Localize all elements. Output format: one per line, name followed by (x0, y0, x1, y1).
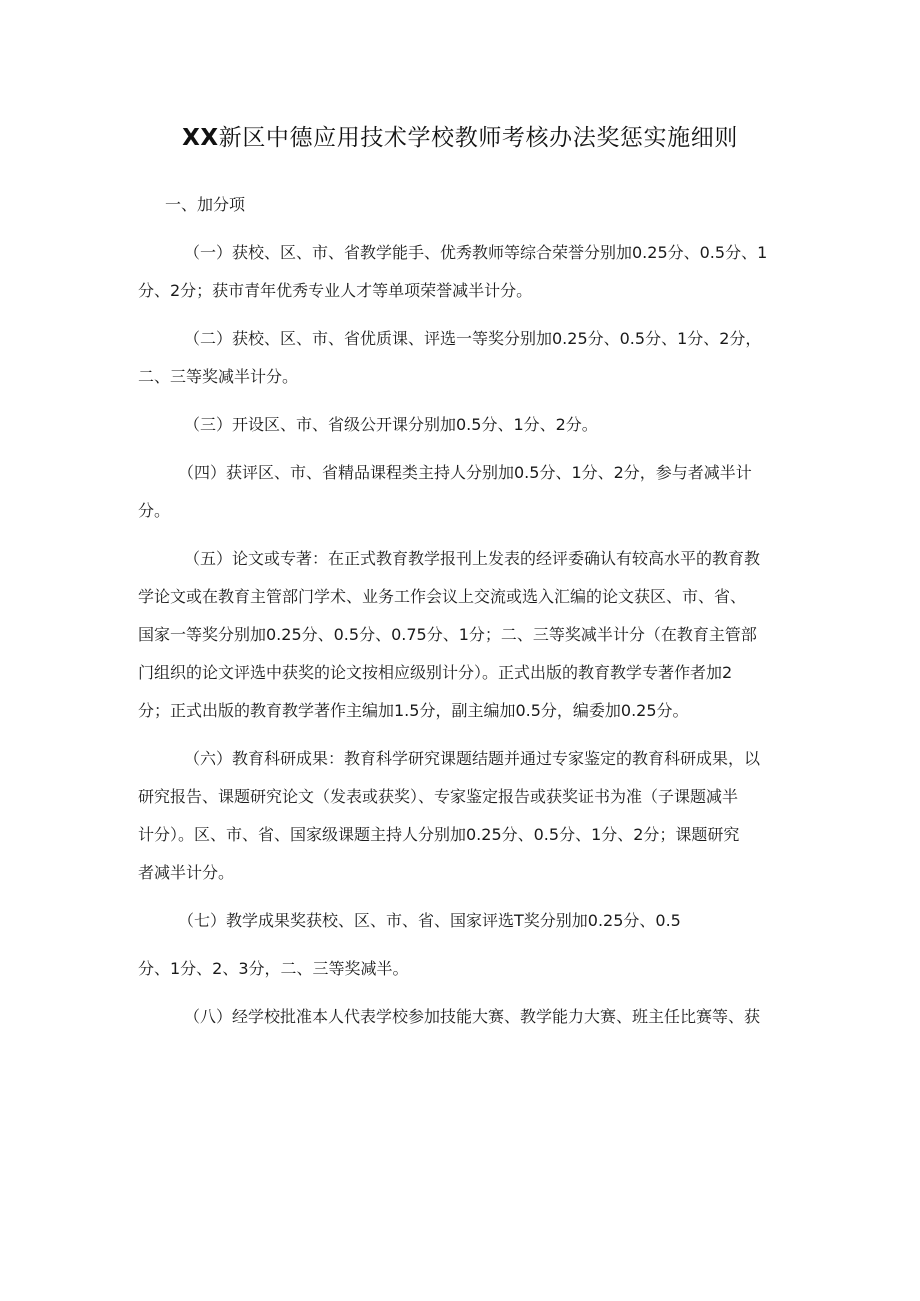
document-title (0, 121, 920, 155)
paragraph-line: （五）论文或专著：在正式教育教学报刊上发表的经评委确认有较高水平的教育教 (184, 549, 761, 568)
paragraph-line: 分、2分；获市青年优秀专业人才等单项荣誉减半计分。 (138, 281, 533, 300)
title-text: 新区中德应用技术学校教师考核办法奖惩实施细则 (218, 125, 738, 151)
paragraph-line: 者减半计分。 (138, 863, 235, 882)
document-body (138, 186, 790, 1036)
paragraph-line: （八）经学校批准本人代表学校参加技能大赛、教学能力大赛、班主任比赛等、获 (184, 1007, 761, 1026)
paragraph-line: （二）获校、区、市、省优质课、评选一等奖分别加0.25分、0.5分、1分、2分， (184, 329, 762, 348)
paragraph-line: 计分）。区、市、省、国家级课题主持人分别加0.25分、0.5分、1分、2分；课题研究 (138, 825, 740, 844)
section-heading: 一、加分项 (165, 195, 246, 214)
paragraph-line: 分、1分、2、3分，二、三等奖减半。 (138, 959, 409, 978)
paragraph-line: （三）开设区、市、省级公开课分别加0.5分、1分、2分。 (184, 415, 598, 434)
paragraph-line: 门组织的论文评选中获奖的论文按相应级别计分）。正式出版的教育教学专著作者加2 (138, 663, 733, 682)
paragraph-line: （四）获评区、市、省精品课程类主持人分别加0.5分、1分、2分，参与者减半计 (178, 463, 752, 482)
paragraph-line: （一）获校、区、市、省教学能手、优秀教师等综合荣誉分别加0.25分、0.5分、1 (184, 243, 768, 262)
paragraph-line: （七）教学成果奖获校、区、市、省、国家评选T奖分别加0.25分、0.5 (178, 911, 681, 930)
paragraph-line: 分；正式出版的教育教学著作主编加1.5分，副主编加0.5分，编委加0.25分。 (138, 701, 689, 720)
title-prefix: XX (182, 125, 219, 151)
paragraph-line: 分。 (138, 501, 171, 520)
paragraph-line: 二、三等奖减半计分。 (138, 367, 299, 386)
paragraph-line: 国家一等奖分别加0.25分、0.5分、0.75分、1分；二、三等奖减半计分（在教育主管部 (138, 625, 757, 644)
paragraph-line: （六）教育科研成果：教育科学研究课题结题并通过专家鉴定的教育科研成果，以 (184, 749, 761, 768)
paragraph-line: 学论文或在教育主管部门学术、业务工作会议上交流或选入汇编的论文获区、市、省、 (138, 587, 747, 606)
paragraph-line: 研究报告、课题研究论文（发表或获奖）、专家鉴定报告或获奖证书为准（子课题减半 (138, 787, 739, 806)
